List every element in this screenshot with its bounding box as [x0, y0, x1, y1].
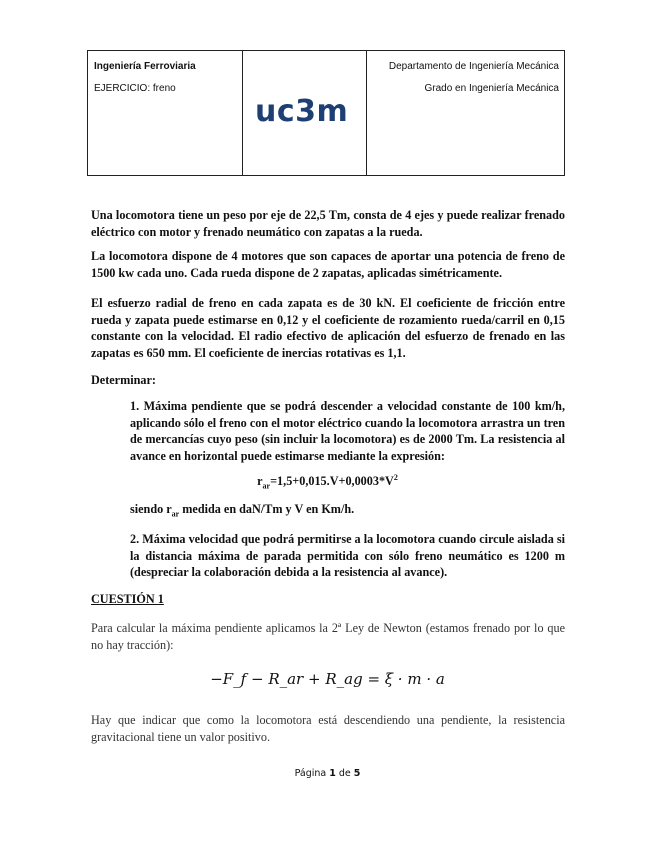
header-table [87, 50, 565, 176]
formula-body: =1,5+0,015.V+0,0003*V [270, 474, 394, 489]
solution-paragraph-2: Hay que indicar que como la locomotora está descendiendo una pendiente, la resistencia gravitacional tiene un valor positivo. [91, 713, 565, 744]
solution-paragraph-1: Para calcular la máxima pendiente aplicamos la 2ª Ley de Newton (estamos frenado por lo que no hay tracción): [91, 621, 565, 652]
exercise-name: EJERCICIO: freno [94, 83, 176, 94]
header-right-cell [367, 51, 564, 175]
footer-total-pages: 5 [353, 768, 361, 779]
page-footer [0, 768, 655, 779]
department-name: Departamento de Ingeniería Mecánica [388, 61, 559, 72]
where-subscript: ar [171, 509, 180, 519]
formula-subscript: ar [262, 481, 271, 491]
header-logo-cell [243, 51, 367, 175]
question-2-text: 2. Máxima velocidad que podrá permitirse a la locomotora cuando circule aislada si la distancia máxima de parada permitida con sólo freno neumático es 1200 m (despreciar la colaboración debida a la resistencia al avance). [130, 532, 565, 579]
statement-paragraph-2: La locomotora dispone de 4 motores que son capaces de aportar una potencia de freno de 1500 kw cada uno. Cada rueda dispone de 2 zapatas, aplicadas simétricamente. [91, 249, 565, 280]
header-left-cell [88, 51, 243, 175]
footer-page-number: 1 [329, 768, 336, 779]
newton-equation: −F_f − R_ar + R_ag = ξ · m · a [210, 670, 445, 688]
where-post: medida en daN/Tm y V en Km/h. [179, 502, 355, 516]
cuestion-1-title: CUESTIÓN 1 [91, 592, 164, 606]
determine-label: Determinar: [91, 373, 156, 387]
uc3m-logo: uc3m [255, 94, 349, 129]
resistance-formula [0, 473, 655, 491]
question-1-text: 1. Máxima pendiente que se podrá descender a velocidad constante de 100 km/h, aplicando sólo el freno con el motor eléctrico cuando la locomotora arrastra un tren de mercancías cuyo peso (sin incluir la locomotora) es de 2000 Tm. La resistencia al avance en horizontal puede estimarse mediante la expresión: [130, 399, 565, 463]
where-pre: siendo r [130, 502, 172, 516]
formula-where-text [130, 501, 565, 523]
footer-pre: Página [294, 768, 330, 779]
statement-paragraph-3: El esfuerzo radial de freno en cada zapata es de 30 kN. El coeficiente de fricción entre rueda y zapata puede estimarse en 0,12 y el coeficiente de rozamiento rueda/carril en 0,15 constante con la velocidad. El radio efectivo de aplicación del esfuerzo de frenado en las zapatas es 650 mm. El coeficiente de inercias rotativas es 1,1. [91, 296, 565, 360]
formula-superscript: 2 [393, 473, 398, 482]
course-name: Ingeniería Ferroviaria [94, 61, 196, 72]
formula-symbol: r [257, 474, 263, 489]
degree-name: Grado en Ingeniería Mecánica [424, 83, 559, 94]
statement-paragraph-1: Una locomotora tiene un peso por eje de 22,5 Tm, consta de 4 ejes y puede realizar frenado eléctrico con motor y frenado neumático con zapatas a la rueda. [91, 208, 565, 239]
footer-mid: de [335, 768, 354, 779]
